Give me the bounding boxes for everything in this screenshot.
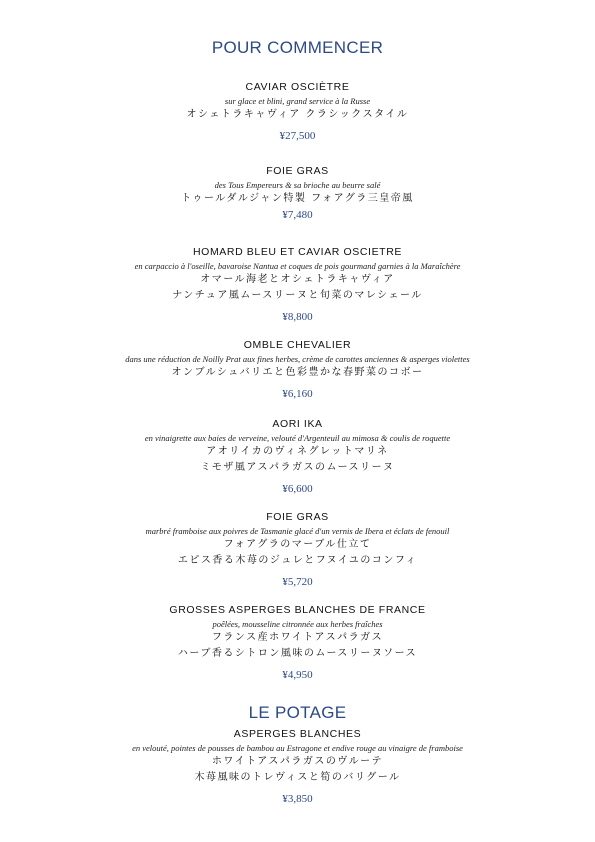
dish-description: sur glace et blini, grand service à la Russe (224, 96, 371, 106)
dish-japanese-name: アオリイカのヴィネグレットマリネ (206, 446, 389, 457)
dish-foie-gras-marbre (0, 510, 595, 589)
dish-name: OMBLE CHEVALIER (243, 339, 352, 351)
dish-japanese-name: フランス産ホワイトアスパラガス (211, 632, 384, 643)
dish-japanese-name: トゥールダルジャン特製 フォアグラ三皇帝風 (181, 193, 414, 204)
dish-japanese-subtitle: 木苺風味のトレヴィスと筍のバリグール (194, 772, 401, 783)
section-title-pour-commencer: POUR COMMENCER (211, 38, 384, 57)
dish-price: ¥3,850 (282, 793, 313, 805)
dish-name: CAVIAR OSCIÈTRE (245, 81, 350, 93)
dish-name: GROSSES ASPERGES BLANCHES DE FRANCE (169, 604, 426, 616)
dish-grosses-asperges (0, 603, 595, 682)
dish-japanese-name: オマール海老とオシェトラキャヴィア (200, 274, 395, 285)
dish-description: des Tous Empereurs & sa brioche au beurre salé (214, 180, 381, 190)
dish-price: ¥8,800 (282, 311, 313, 323)
dish-description: poêlées, mousseline citronnée aux herbes fraîches (212, 619, 383, 629)
dish-description: dans une réduction de Noilly Prat aux fines herbes, crème de carottes anciennes & asperges violettes (125, 354, 470, 364)
dish-japanese-subtitle: ハーブ香るシトロン風味のムースリーヌソース (177, 648, 418, 659)
dish-japanese-name: ホワイトアスパラガスのヴルーテ (211, 756, 384, 767)
dish-caviar-oscietre (0, 80, 595, 143)
dish-description: en vinaigrette aux baies de verveine, velouté d'Argenteuil au mimosa & coulis de roquette (144, 433, 451, 443)
dish-price: ¥4,950 (282, 669, 313, 681)
dish-price: ¥6,160 (282, 388, 313, 400)
dish-description: en velouté, pointes de pousses de bambou au Estragone et endive rouge au vinaigre de framboise (132, 743, 463, 753)
dish-aori-ika (0, 417, 595, 496)
dish-foie-gras-empereurs (0, 164, 595, 222)
dish-name: ASPERGES BLANCHES (233, 728, 362, 740)
section-title-le-potage: LE POTAGE (248, 703, 347, 722)
dish-omble-chevalier (0, 338, 595, 401)
dish-price: ¥27,500 (279, 130, 316, 142)
dish-price: ¥6,600 (282, 483, 313, 495)
dish-name: FOIE GRAS (266, 511, 329, 523)
dish-name: FOIE GRAS (266, 165, 329, 177)
dish-description: en carpaccio à l'oseille, bavaroise Nantua et coques de pois gourmand garnies à la Maraîchère (134, 261, 461, 271)
dish-price: ¥7,480 (282, 209, 313, 221)
dish-japanese-name: オンブルシュバリエと色彩豊かな春野菜のコボー (171, 367, 424, 378)
dish-japanese-name: フォアグラのマーブル仕立て (223, 539, 372, 550)
dish-japanese-subtitle: エピス香る木苺のジュレとフヌイユのコンフィ (177, 555, 418, 566)
dish-japanese-subtitle: ナンチュア風ムースリーヌと旬菜のマレシェール (172, 290, 423, 301)
dish-homard-bleu (0, 245, 595, 324)
dish-japanese-name: オシェトラキャヴィア クラシックスタイル (186, 109, 409, 120)
dish-description: marbré framboise aux poivres de Tasmanie glacé d'un vernis de Ibera et éclats de fenouil (145, 526, 450, 536)
dish-name: AORI IKA (272, 418, 323, 430)
dish-price: ¥5,720 (282, 576, 313, 588)
dish-asperges-blanches (0, 727, 595, 806)
dish-name: HOMARD BLEU ET CAVIAR OSCIETRE (193, 246, 402, 258)
dish-japanese-subtitle: ミモザ風アスパラガスのムースリーヌ (200, 462, 395, 473)
